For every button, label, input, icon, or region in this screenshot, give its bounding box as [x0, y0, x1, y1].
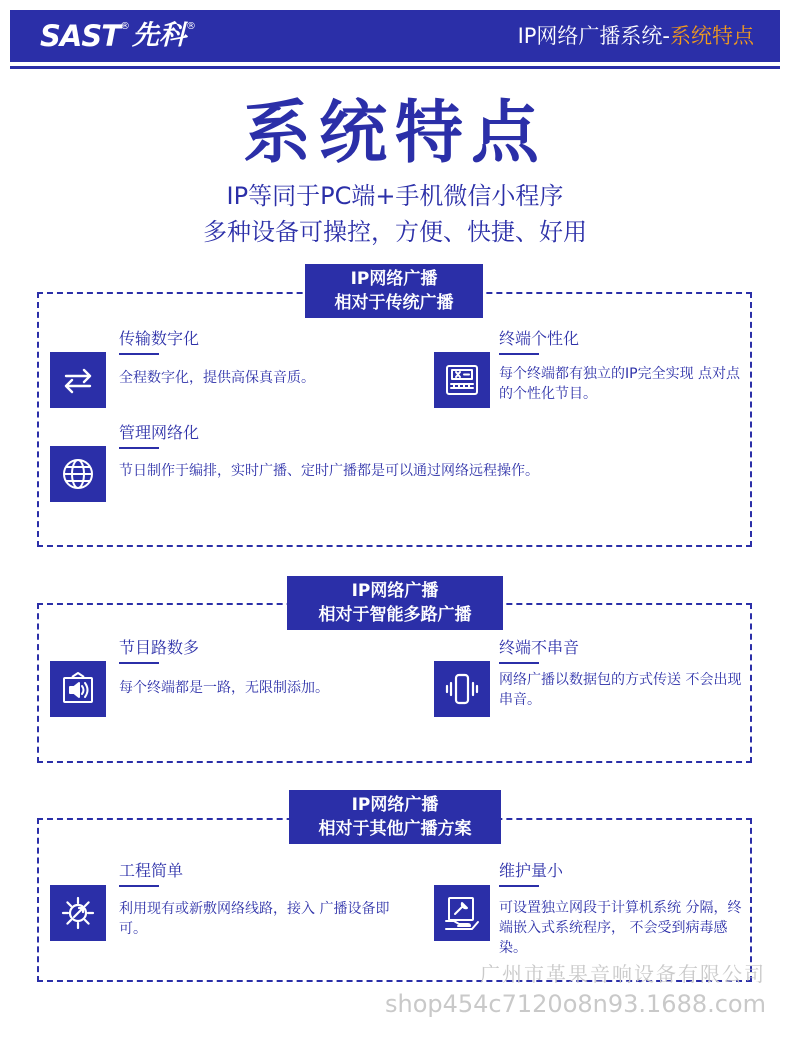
globe-icon: [50, 446, 106, 502]
feature-description: 节日制作于编排，实时广播、定时广播都是可以通过网络远程操作。: [119, 463, 539, 479]
feature-title: 工程简单: [119, 860, 183, 887]
feature-title: 维护量小: [499, 860, 563, 887]
watermark-company: 广州市革果音响设备有限公司: [480, 962, 766, 986]
header-title-accent: 系统特点: [670, 24, 754, 48]
section-tag-line2: 相对于传统广播: [334, 293, 454, 313]
header-title: [518, 22, 754, 50]
feature-description: 每个终端都有独立的IP完全实现 点对点的个性化节目。: [499, 366, 741, 402]
section-tag-line1: IP网络广播: [350, 269, 438, 289]
logo-registered-mark-cn: ®: [186, 21, 196, 32]
header-title-prefix: IP网络广播系统-: [517, 24, 670, 48]
feature-description: 全程数字化，提供高保真音质。: [119, 370, 315, 386]
section-tag-line1: IP网络广播: [351, 581, 439, 601]
feature-description: 网络广播以数据包的方式传送 不会出现串音。: [499, 672, 742, 708]
page-subtitle-2: 多种设备可操控，方便、快捷、好用: [203, 218, 587, 246]
logo-text-en: SAST: [40, 19, 120, 53]
header-divider: [10, 66, 780, 69]
phone-vibrate-icon: [434, 661, 490, 717]
transfer-arrows-icon: [50, 352, 106, 408]
feature-title: 传输数字化: [119, 328, 199, 355]
feature-description: 每个终端都是一路，无限制添加。: [119, 680, 329, 696]
watermark-shop-url[interactable]: shop454c7120o8n93.1688.com: [384, 990, 766, 1018]
section-tag-line2: 相对于智能多路广播: [318, 605, 472, 625]
logo-registered-mark: ®: [120, 21, 130, 32]
feature-description: 可设置独立网段于计算机系统 分隔，终端嵌入式系统程序， 不会受到病毒感染。: [499, 900, 742, 956]
brand-logo[interactable]: [40, 19, 196, 53]
header-bar: [10, 10, 780, 62]
section-tag-traditional: [305, 264, 483, 318]
feature-title: 节目路数多: [119, 637, 199, 664]
page-subtitle-1: IP等同于PC端+手机微信小程序: [226, 182, 564, 210]
feature-title: 管理网络化: [119, 422, 199, 449]
section-tag-line2: 相对于其他广播方案: [318, 819, 472, 839]
section-tag-multichannel: [287, 576, 503, 630]
feature-description: 利用现有或新敷网络线路，接入 广播设备即可。: [119, 901, 390, 937]
terminal-device-icon: [434, 352, 490, 408]
section-tag-line1: IP网络广播: [351, 795, 439, 815]
speaker-display-icon: [50, 661, 106, 717]
page-title: 系统特点: [242, 94, 547, 173]
feature-title: 终端个性化: [499, 328, 579, 355]
logo-text-cn: 先科: [132, 20, 186, 51]
maintenance-wrench-icon: [434, 885, 490, 941]
feature-title: 终端不串音: [499, 637, 579, 664]
section-tag-other-solutions: [289, 790, 501, 844]
gear-tools-icon: [50, 885, 106, 941]
